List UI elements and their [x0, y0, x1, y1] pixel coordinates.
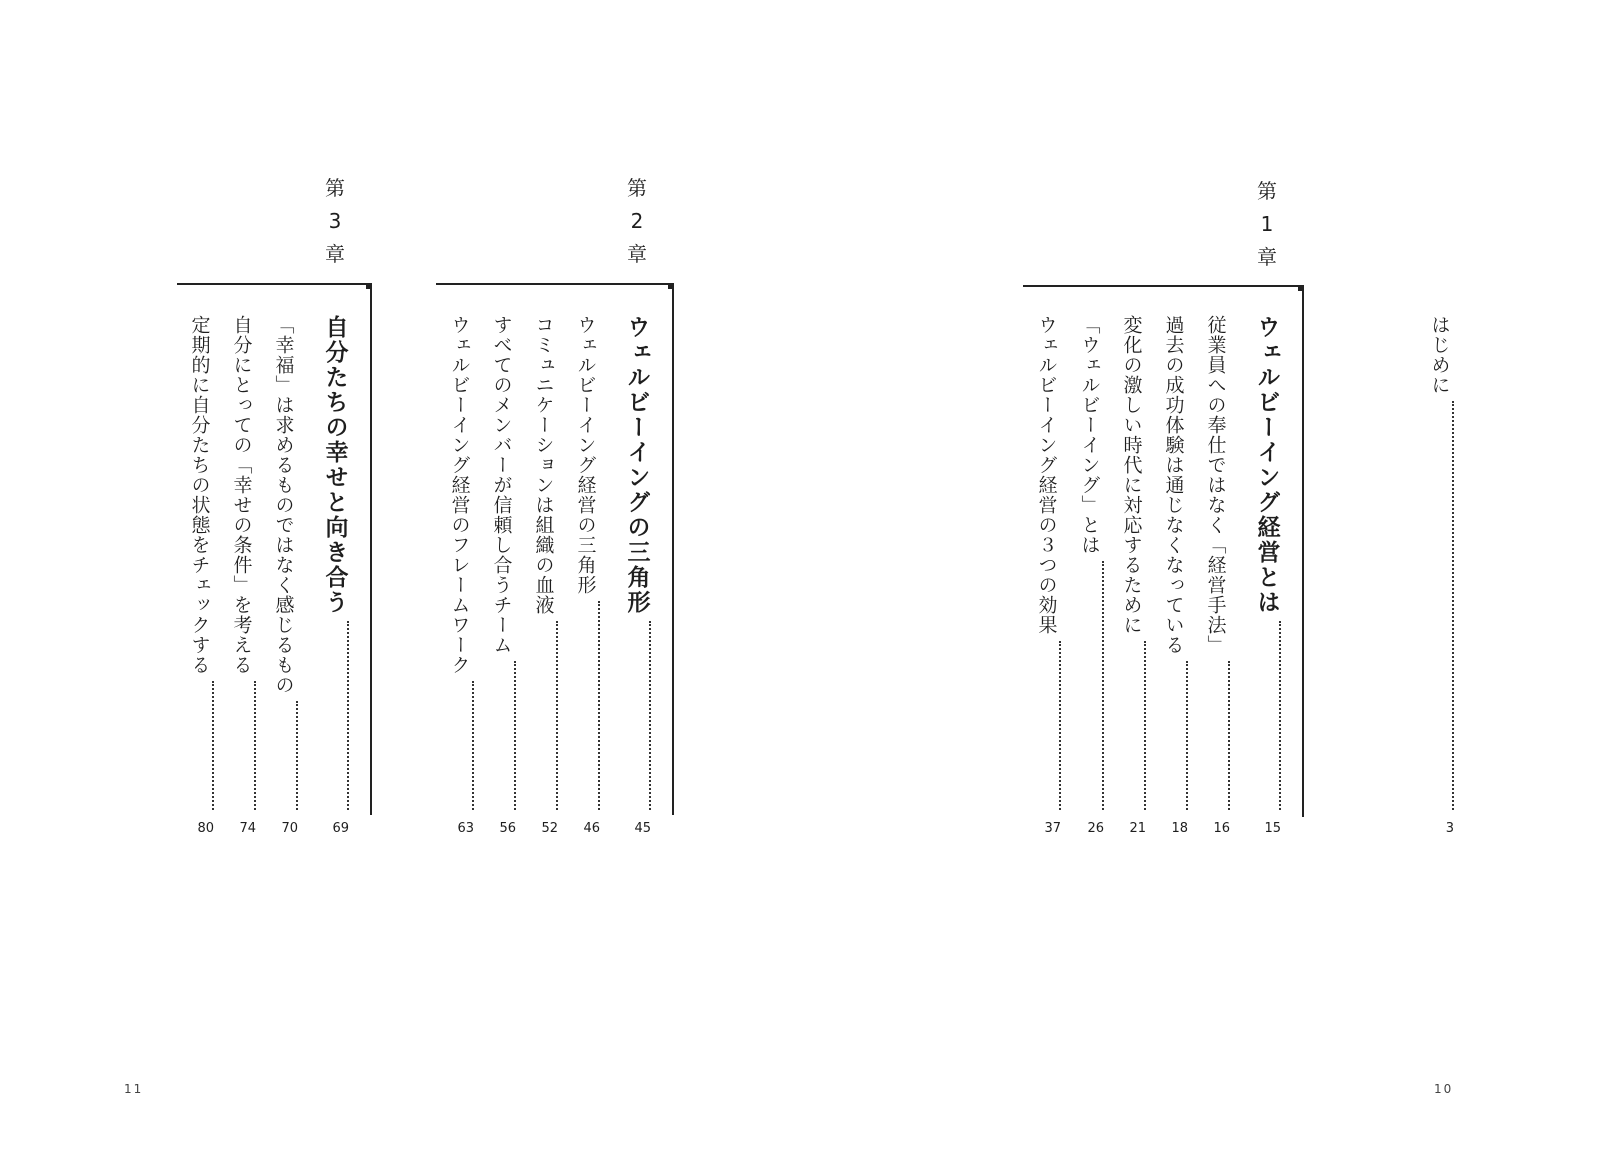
- toc-entry-page: 21: [1129, 821, 1147, 836]
- toc-entry-page: 37: [1044, 821, 1062, 836]
- toc-entry[interactable]: [1200, 315, 1230, 835]
- toc-entry-page: 69: [332, 821, 350, 836]
- leader-dots: [514, 661, 516, 810]
- leader-dots: [1279, 621, 1281, 810]
- toc-entry-title: ウェルビーイング経営の三角形: [574, 315, 597, 595]
- toc-entry-title: ウェルビーイングの三角形: [623, 315, 650, 615]
- toc-entry-page: 46: [583, 821, 601, 836]
- leader-dots: [347, 621, 349, 810]
- toc-entry-title: 変化の激しい時代に対応するために: [1120, 315, 1143, 635]
- toc-entry-title: 従業員への奉仕ではなく「経営手法」: [1204, 315, 1227, 655]
- chapter-3-rule: [177, 283, 372, 285]
- chapter-1-rule: [1023, 285, 1303, 287]
- toc-entry[interactable]: [184, 315, 214, 835]
- leader-dots: [1452, 401, 1454, 810]
- toc-entry-page: 52: [541, 821, 559, 836]
- toc-entry-page: 18: [1171, 821, 1189, 836]
- leader-dots: [212, 681, 214, 810]
- toc-entry-page: 16: [1213, 821, 1231, 836]
- chapter-2-rule: [436, 283, 674, 285]
- chapter-1-side-rule: [1302, 285, 1304, 817]
- toc-entry[interactable]: [528, 315, 558, 835]
- leader-dots: [1144, 641, 1146, 810]
- toc-entry-page: 80: [197, 821, 215, 836]
- toc-entry-page: 56: [499, 821, 517, 836]
- toc-entry-title: 自分たちの幸せと向き合う: [321, 315, 348, 615]
- toc-entry-title: ウェルビーイング経営のフレームワーク: [448, 315, 471, 675]
- folio-left-page: 11: [124, 1082, 144, 1096]
- leader-dots: [1186, 661, 1188, 810]
- toc-entry-title: はじめに: [1428, 315, 1451, 395]
- toc-entry-title: 自分にとっての「幸せの条件」を考える: [230, 315, 253, 675]
- chapter-3-side-rule: [370, 283, 372, 815]
- chapter-2-label: 第 2 章: [627, 176, 647, 266]
- leader-dots: [556, 621, 558, 810]
- toc-entry-title: すべてのメンバーが信頼し合うチーム: [490, 315, 513, 655]
- toc-entry[interactable]: [1031, 315, 1061, 835]
- toc-entry[interactable]: [1116, 315, 1146, 835]
- chapter-3-heading[interactable]: [319, 315, 349, 835]
- toc-entry-page: 74: [239, 821, 257, 836]
- toc-entry-title: ウェルビーイング経営の３つの効果: [1035, 315, 1058, 635]
- toc-entry[interactable]: [226, 315, 256, 835]
- leader-dots: [296, 701, 298, 810]
- toc-entry-page: 26: [1087, 821, 1105, 836]
- chapter-3-label: 第 3 章: [325, 176, 345, 266]
- toc-entry[interactable]: [570, 315, 600, 835]
- leader-dots: [254, 681, 256, 810]
- toc-entry[interactable]: [486, 315, 516, 835]
- toc-entry-title: コミュニケーションは組織の血液: [532, 315, 555, 615]
- toc-entry-title: 定期的に自分たちの状態をチェックする: [188, 315, 211, 675]
- leader-dots: [598, 601, 600, 810]
- chapter-2-heading[interactable]: [621, 315, 651, 835]
- leader-dots: [472, 681, 474, 810]
- toc-entry-page: 15: [1264, 821, 1282, 836]
- toc-entry[interactable]: [268, 315, 298, 835]
- toc-entry-title: ウェルビーイング経営とは: [1253, 315, 1280, 615]
- leader-dots: [1228, 661, 1230, 810]
- leader-dots: [1059, 641, 1061, 810]
- folio-right-page: 10: [1434, 1082, 1454, 1096]
- toc-entry[interactable]: [444, 315, 474, 835]
- toc-entry[interactable]: [1074, 315, 1104, 835]
- toc-entry-page: 45: [634, 821, 652, 836]
- toc-entry-intro[interactable]: [1424, 315, 1454, 835]
- toc-entry-page: 70: [281, 821, 299, 836]
- toc-entry-page: 3: [1445, 821, 1454, 836]
- toc-entry-page: 63: [457, 821, 475, 836]
- toc-entry-title: 「ウェルビーイング」とは: [1078, 315, 1101, 555]
- chapter-1-heading[interactable]: [1251, 315, 1281, 835]
- toc-entry[interactable]: [1158, 315, 1188, 835]
- toc-entry-title: 「幸福」は求めるものではなく感じるもの: [272, 315, 295, 695]
- chapter-1-label: 第 1 章: [1257, 179, 1277, 269]
- chapter-2-side-rule: [672, 283, 674, 815]
- leader-dots: [649, 621, 651, 810]
- toc-entry-title: 過去の成功体験は通じなくなっている: [1162, 315, 1185, 655]
- leader-dots: [1102, 561, 1104, 810]
